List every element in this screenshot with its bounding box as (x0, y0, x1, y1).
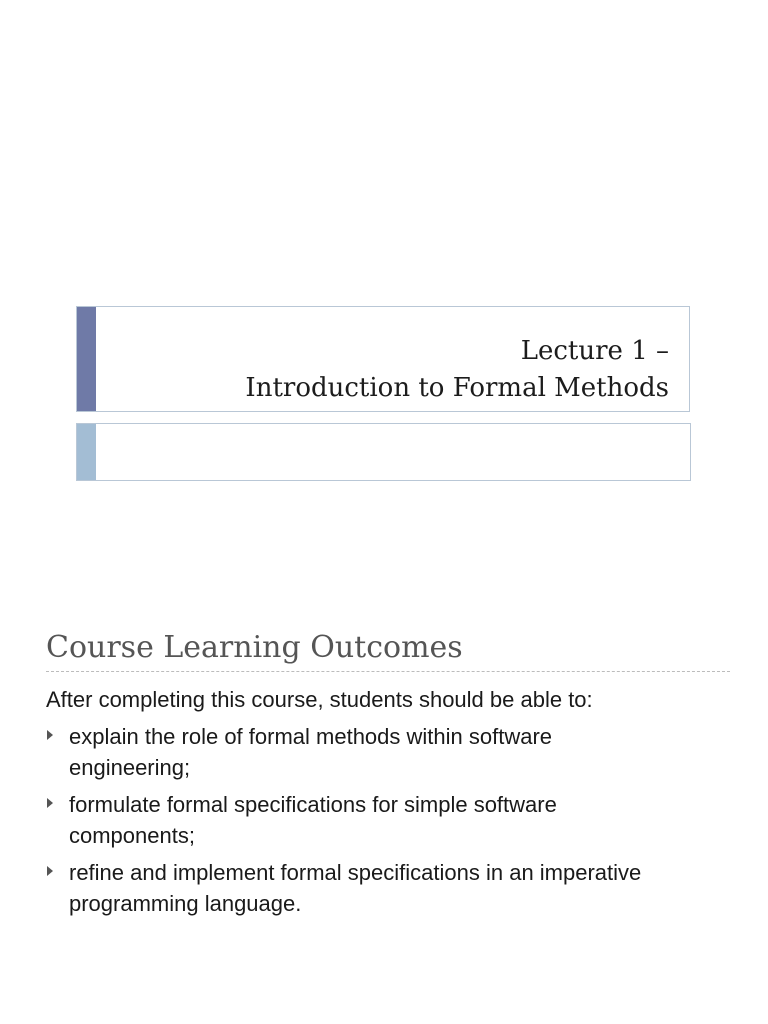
list-item (46, 857, 726, 919)
list-item-line-1: explain the role of formal methods within software (69, 724, 553, 749)
heading-divider (46, 671, 730, 672)
list-item-line-2: engineering; (69, 755, 191, 780)
list-item-line-1: formulate formal specifications for simple software (69, 792, 557, 817)
slide-subtitle-box (76, 423, 691, 481)
slide-title-box (76, 306, 690, 412)
slide-title-line-2: Introduction to Formal Methods (245, 373, 669, 403)
list-item-line-2: programming language. (69, 891, 302, 916)
outcome-list (46, 721, 726, 925)
slide-title (245, 333, 669, 407)
triangle-bullet-icon (47, 730, 53, 740)
triangle-bullet-icon (47, 866, 53, 876)
slide-title-line-1: Lecture 1 – (520, 336, 669, 366)
outcomes-intro: After completing this course, students should be able to: (46, 687, 593, 712)
subtitle-accent-bar (77, 424, 96, 480)
list-item-line-2: components; (69, 823, 195, 848)
list-item (46, 721, 726, 783)
triangle-bullet-icon (47, 798, 53, 808)
list-item (46, 789, 726, 851)
list-item-line-1: refine and implement formal specifications in an imperative (69, 860, 642, 885)
title-accent-bar (77, 307, 96, 411)
outcomes-heading: Course Learning Outcomes (46, 630, 463, 665)
